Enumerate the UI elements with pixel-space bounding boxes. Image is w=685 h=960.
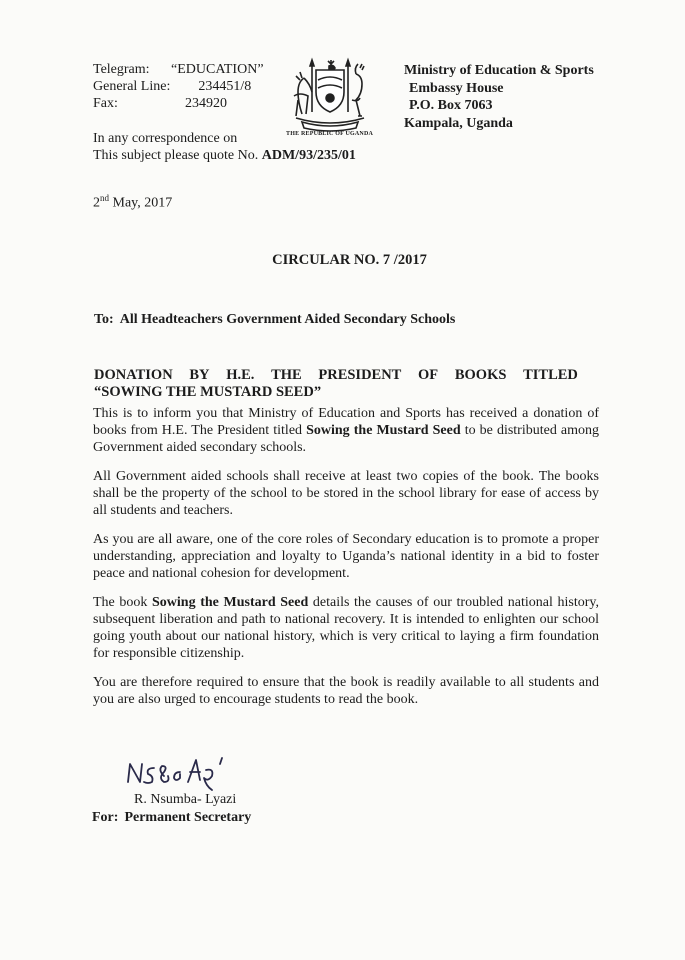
subject-word: BY [189, 367, 210, 383]
address-po-box: P.O. Box 7063 [409, 98, 493, 113]
paragraph-2: All Government aided schools shall receive at least two copies of the book. The books shall be the property of the school to be stored in the school library for ease of access by all students and teachers. [93, 469, 599, 518]
telegram-label: Telegram: [93, 62, 150, 77]
crest-caption: THE REPUBLIC OF UGANDA [286, 131, 374, 137]
paragraph-text: details the causes of our troubled national history, subsequent liberation and path to national recovery. It is intended to enlighten our school going youth about our national history, which is very critical to laying a firm foundation for responsible citizenship. [93, 595, 599, 661]
subject-word: THE [271, 367, 302, 383]
fax-row [93, 95, 264, 112]
paragraph-text: The book [93, 595, 153, 610]
date-rest: May, 2017 [109, 195, 173, 211]
reference-number: ADM/93/235/01 [261, 148, 356, 163]
paragraph-text: This is to inform you that Ministry of Education and Sports has received a donation of books from H.E. The President titled [93, 406, 599, 438]
correspondence-line-1: In any correspondence on [93, 131, 238, 146]
subject-heading [94, 367, 578, 401]
permanent-secretary: Permanent Secretary [124, 810, 252, 825]
subject-word: H.E. [226, 367, 255, 383]
subject-line-2: “SOWING THE MUSTARD SEED” [94, 384, 322, 400]
paragraph-1 [93, 405, 599, 456]
recipient-line [94, 312, 455, 328]
subject-word: OF [418, 367, 439, 383]
paragraph-5: You are therefore required to ensure that the book is readily available to all students and you are also urged to encourage students to read the book. [93, 675, 599, 707]
signatory-title [92, 810, 251, 826]
circular-title: CIRCULAR NO. 7 /2017 [272, 252, 427, 268]
book-title: Sowing the Mustard Seed [152, 595, 309, 610]
address-building: Embassy House [409, 80, 504, 96]
paragraph-3: As you are all aware, one of the core roles of Secondary education is to promote a proper understanding, appreciation and loyalty to Uganda’s national identity in a bid to foster peace and national cohesion for development. [93, 532, 599, 581]
subject-word: DONATION [94, 367, 173, 383]
telegram-value: “EDUCATION” [171, 62, 264, 77]
ministry-name: Ministry of Education & Sports [404, 63, 594, 78]
subject-word: PRESIDENT [318, 367, 402, 383]
recipients: All Headteachers Government Aided Secondary Schools [119, 312, 456, 327]
letter-date [93, 193, 172, 212]
general-line-value: 234451/8 [198, 79, 252, 94]
for-label: For: [92, 810, 119, 825]
paragraph-4 [93, 594, 599, 662]
telegram-row [93, 61, 264, 78]
letter-body [93, 405, 599, 720]
handwritten-signature [124, 754, 244, 794]
fax-value: 234920 [185, 96, 227, 111]
general-line-label: General Line: [93, 79, 171, 94]
correspondence-prefix: This subject please quote No. [93, 148, 259, 163]
subject-word: TITLED [523, 367, 578, 383]
address-city: Kampala, Uganda [404, 115, 513, 131]
date-day: 2 [93, 195, 100, 211]
subject-line-1 [94, 367, 578, 384]
signer-name: R. Nsumba- Lyazi [134, 792, 237, 807]
paragraph-text: to be distributed among Government aided secondary schools. [93, 423, 600, 455]
contact-details [93, 61, 264, 112]
to-label: To: [94, 312, 114, 327]
fax-label: Fax: [93, 96, 118, 111]
general-line-row [93, 78, 264, 95]
date-suffix: nd [100, 193, 109, 203]
book-title: Sowing the Mustard Seed [306, 423, 461, 438]
coat-of-arms-icon [282, 56, 378, 140]
correspondence-line-2 [93, 147, 356, 164]
subject-word: BOOKS [454, 367, 507, 383]
ministry-address [404, 62, 594, 132]
